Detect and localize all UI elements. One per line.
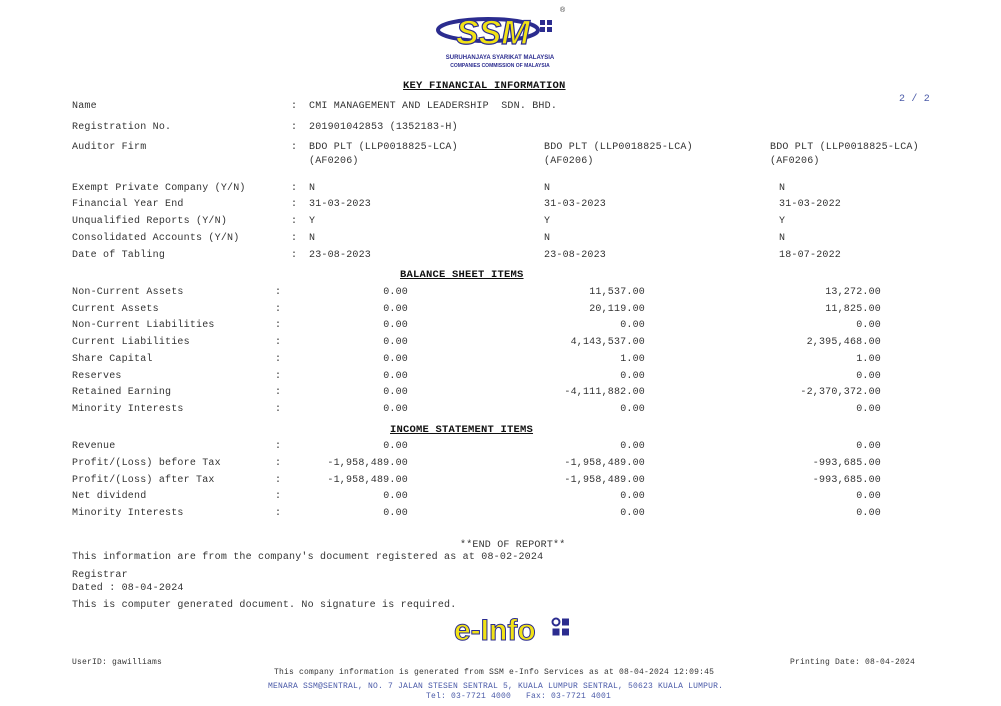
registration-label: Registration No. (72, 122, 172, 133)
table-row-separator: : (275, 303, 282, 315)
info-value: 31-03-2022 (779, 199, 842, 210)
auditor-col2-line2: (AF0206) (544, 156, 594, 167)
page-title: KEY FINANCIAL INFORMATION (403, 80, 566, 92)
table-cell-col3: 0.00 (856, 508, 881, 520)
table-cell-col2: 11,537.00 (589, 287, 645, 298)
table-cell-col3: 13,272.00 (825, 287, 881, 298)
table-row-separator: : (275, 441, 282, 452)
info-separator: : (291, 250, 298, 261)
info-value: 18-07-2022 (779, 250, 842, 261)
table-row-separator: : (275, 403, 282, 415)
table-cell-col1: 0.00 (383, 370, 408, 382)
table-row-label: Current Liabilities (72, 337, 190, 349)
table-row-separator: : (275, 457, 282, 469)
table-row-separator: : (275, 387, 282, 399)
ssm-logo-text: SSM (456, 14, 530, 52)
table-row-label: Minority Interests (72, 403, 184, 415)
auditor-col1-line1: BDO PLT (LLP0018825-LCA) (309, 142, 458, 153)
table-row-label: Profit/(Loss) before Tax (72, 457, 221, 469)
info-value: 23-08-2023 (544, 250, 607, 261)
table-cell-col3: -993,685.00 (812, 474, 881, 486)
address: MENARA SSM@SENTRAL, NO. 7 JALAN STESEN SENTRAL 5, KUALA LUMPUR SENTRAL, 50623 KUALA LUMPUR. (268, 682, 724, 691)
auditor-separator: : (291, 142, 298, 153)
info-value: Y (309, 216, 316, 227)
info-label: Date of Tabling (72, 250, 166, 261)
table-cell-col2: 0.00 (620, 403, 645, 415)
table-row-separator: : (275, 320, 282, 332)
table-cell-col2: 0.00 (620, 370, 645, 382)
table-cell-col2: -1,958,489.00 (564, 474, 645, 486)
info-value: N (309, 183, 316, 194)
info-label: Unqualified Reports (Y/N) (72, 216, 228, 227)
einfo-logo-graphic (452, 610, 582, 650)
table-cell-col2: 0.00 (620, 320, 645, 332)
registrar: Registrar (72, 570, 128, 581)
registration-note: This information are from the company's document registered as at 08-02-2024 (72, 552, 544, 563)
table-cell-col3: 0.00 (856, 320, 881, 332)
info-label: Financial Year End (72, 199, 184, 210)
einfo-logo (452, 610, 582, 650)
table-cell-col1: 0.00 (383, 403, 408, 415)
info-value: Y (779, 216, 786, 227)
table-row-separator: : (275, 474, 282, 486)
einfo-logo-text: e-Info (454, 614, 536, 647)
table-row-separator: : (275, 353, 282, 365)
income-statement-heading: INCOME STATEMENT ITEMS (390, 424, 534, 436)
end-of-report: **END OF REPORT** (460, 540, 566, 551)
table-row-separator: : (275, 287, 282, 298)
info-value: N (309, 233, 316, 244)
table-cell-col1: 0.00 (383, 287, 408, 298)
name-label: Name (72, 101, 97, 112)
name-separator: : (291, 101, 298, 112)
user-id: UserID: gawilliams (72, 658, 163, 667)
table-row-separator: : (275, 508, 282, 520)
phone-fax: Tel: 03-7721 4000 Fax: 03-7721 4001 (426, 692, 612, 701)
table-cell-col1: 0.00 (383, 508, 408, 520)
auditor-col3-line1: BDO PLT (LLP0018825-LCA) (770, 142, 919, 153)
table-cell-col3: 11,825.00 (825, 303, 881, 315)
info-label: Consolidated Accounts (Y/N) (72, 233, 240, 244)
info-value: N (544, 183, 551, 194)
info-value: N (779, 183, 786, 194)
table-row-separator: : (275, 337, 282, 349)
balance-sheet-heading: BALANCE SHEET ITEMS (400, 269, 524, 281)
table-row-label: Current Assets (72, 303, 159, 315)
table-cell-col1: 0.00 (383, 337, 408, 349)
table-cell-col1: -1,958,489.00 (327, 457, 408, 469)
info-value: N (779, 233, 786, 244)
agency-name-en: COMPANIES COMMISSION OF MALAYSIA (450, 63, 550, 69)
table-cell-col2: 0.00 (620, 491, 645, 503)
info-label: Exempt Private Company (Y/N) (72, 183, 246, 194)
auditor-col2-line1: BDO PLT (LLP0018825-LCA) (544, 142, 693, 153)
table-row-separator: : (275, 491, 282, 503)
info-value: 23-08-2023 (309, 250, 372, 261)
table-row-label: Revenue (72, 441, 116, 452)
table-cell-col3: 0.00 (856, 370, 881, 382)
table-row-label: Share Capital (72, 353, 153, 365)
table-cell-col1: 0.00 (383, 441, 408, 452)
table-cell-col2: 1.00 (620, 353, 645, 365)
dated: Dated : 08-04-2024 (72, 583, 184, 594)
table-cell-col2: 20,119.00 (589, 303, 645, 315)
table-cell-col1: 0.00 (383, 353, 408, 365)
table-cell-col1: 0.00 (383, 303, 408, 315)
info-separator: : (291, 183, 298, 194)
table-row-label: Non-Current Liabilities (72, 320, 215, 332)
page-number: 2 / 2 (899, 94, 931, 105)
table-row-label: Retained Earning (72, 387, 172, 399)
agency-name: SURUHANJAYA SYARIKAT MALAYSIA (445, 55, 555, 61)
table-row-label: Net dividend (72, 491, 147, 503)
auditor-col1-line2: (AF0206) (309, 156, 359, 167)
table-row-separator: : (275, 370, 282, 382)
auditor-col3-line2: (AF0206) (770, 156, 820, 167)
table-cell-col3: -2,370,372.00 (800, 387, 881, 399)
info-value: Y (544, 216, 551, 227)
table-row-label: Profit/(Loss) after Tax (72, 474, 215, 486)
registration-number: 201901042853 (1352183-H) (309, 122, 458, 133)
info-value: N (544, 233, 551, 244)
table-cell-col1: 0.00 (383, 387, 408, 399)
registered-mark: ® (560, 7, 566, 14)
table-cell-col1: -1,958,489.00 (327, 474, 408, 486)
company-name: CMI MANAGEMENT AND LEADERSHIP SDN. BHD. (309, 101, 558, 112)
table-cell-col1: 0.00 (383, 491, 408, 503)
info-value: 31-03-2023 (309, 199, 372, 210)
table-cell-col3: 0.00 (856, 491, 881, 503)
table-cell-col2: -1,958,489.00 (564, 457, 645, 469)
table-row-label: Reserves (72, 370, 122, 382)
table-row-label: Minority Interests (72, 508, 184, 520)
table-cell-col2: 0.00 (620, 441, 645, 452)
table-row-label: Non-Current Assets (72, 287, 184, 298)
generated-note: This company information is generated from SSM e-Info Services as at 08-04-2024 12:09:45 (274, 668, 715, 677)
registration-separator: : (291, 122, 298, 133)
info-separator: : (291, 233, 298, 244)
table-cell-col2: 0.00 (620, 508, 645, 520)
printing-date: Printing Date: 08-04-2024 (790, 658, 916, 667)
table-cell-col3: 1.00 (856, 353, 881, 365)
table-cell-col2: 4,143,537.00 (570, 337, 645, 349)
table-cell-col3: 2,395,468.00 (806, 337, 881, 349)
computer-generated-note: This is computer generated document. No signature is required. (72, 600, 457, 611)
table-cell-col1: 0.00 (383, 320, 408, 332)
auditor-label: Auditor Firm (72, 142, 147, 153)
table-cell-col3: -993,685.00 (812, 457, 881, 469)
info-separator: : (291, 199, 298, 210)
info-separator: : (291, 216, 298, 227)
table-cell-col3: 0.00 (856, 441, 881, 452)
table-cell-col3: 0.00 (856, 403, 881, 415)
table-cell-col2: -4,111,882.00 (564, 387, 645, 399)
info-value: 31-03-2023 (544, 199, 607, 210)
